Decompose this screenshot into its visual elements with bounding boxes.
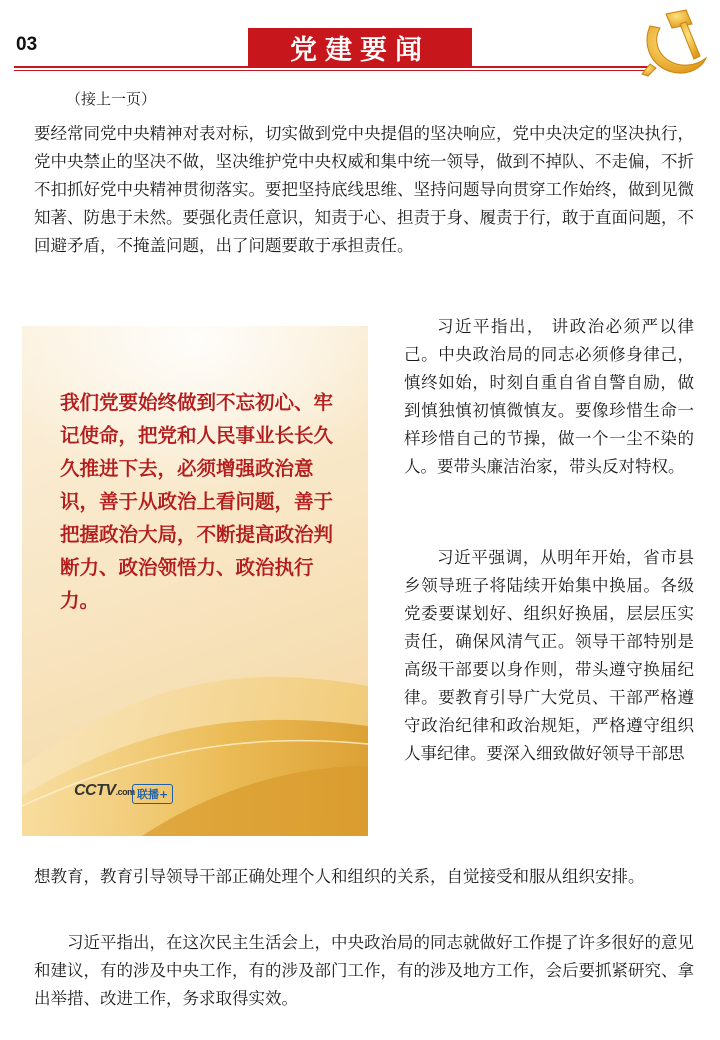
paragraph-4: 习近平指出，在这次民主生活会上，中央政治局的同志就做好工作提了许多很好的意见和建议，有的涉及中央工作，有的涉及部门工作，有的涉及地方工作，会后要抓紧研究、拿出举措、改进工作，务求取得实效。: [34, 933, 694, 1008]
quote-poster: [22, 326, 368, 836]
paragraph-2: 习近平指出， 讲政治必须严以律己。中央政治局的同志必须修身律己，慎终如始，时刻自重自省自警自励，做到慎独慎初慎微慎友。要像珍惜生命一样珍惜自己的节操，做一个一尘不染的人。要带头廉洁治家，带头反对特权。: [404, 317, 694, 476]
header-rule-thin: [14, 70, 650, 71]
poster-quote: 我们党要始终做到不忘初心、牢记使命，把党和人民事业长长久久推进下去，必须增强政治意识，善于从政治上看问题，善于把握政治大局，不断提高政治判断力、政治领悟力、政治执行力。: [60, 391, 334, 612]
paragraph-3-continued: 想教育，教育引导领导干部正确处理个人和组织的关系，自觉接受和服从组织安排。: [34, 867, 645, 886]
cctv-logo: CCTV.com: [74, 782, 135, 799]
party-emblem-icon: [636, 6, 712, 78]
page-number: 03: [16, 34, 38, 55]
paragraph-3: 习近平强调，从明年开始，省市县乡领导班子将陆续开始集中换届。各级党委要谋划好、组织好换届，层层压实责任，确保风清气正。领导干部特别是高级干部要以身作则，带头遵守换届纪律。要教育引导广大党员、干部严格遵守政治纪律和政治规矩，严格遵守组织人事纪律。要深入细致做好领导干部思: [404, 548, 694, 763]
paragraph-1: 要经常同党中央精神对表对标，切实做到党中央提倡的坚决响应，党中央决定的坚决执行，党中央禁止的坚决不做，坚决维护党中央权威和集中统一领导，做到不掉队、不走偏，不折不扣抓好党中央精神贯彻落实。要把坚持底线思维、坚持问题导向贯穿工作始终，做到见微知著、防患于未然。要强化责任意识，知责于心、担责于身、履责于行，敢于直面问题，不回避矛盾，不掩盖问题，出了问题要敢于承担责任。: [34, 124, 694, 255]
page-header: [0, 0, 720, 80]
continued-note: （接上一页）: [66, 90, 157, 108]
lianbo-logo: 联播+: [132, 784, 173, 804]
section-title: 党建要闻: [248, 28, 472, 66]
